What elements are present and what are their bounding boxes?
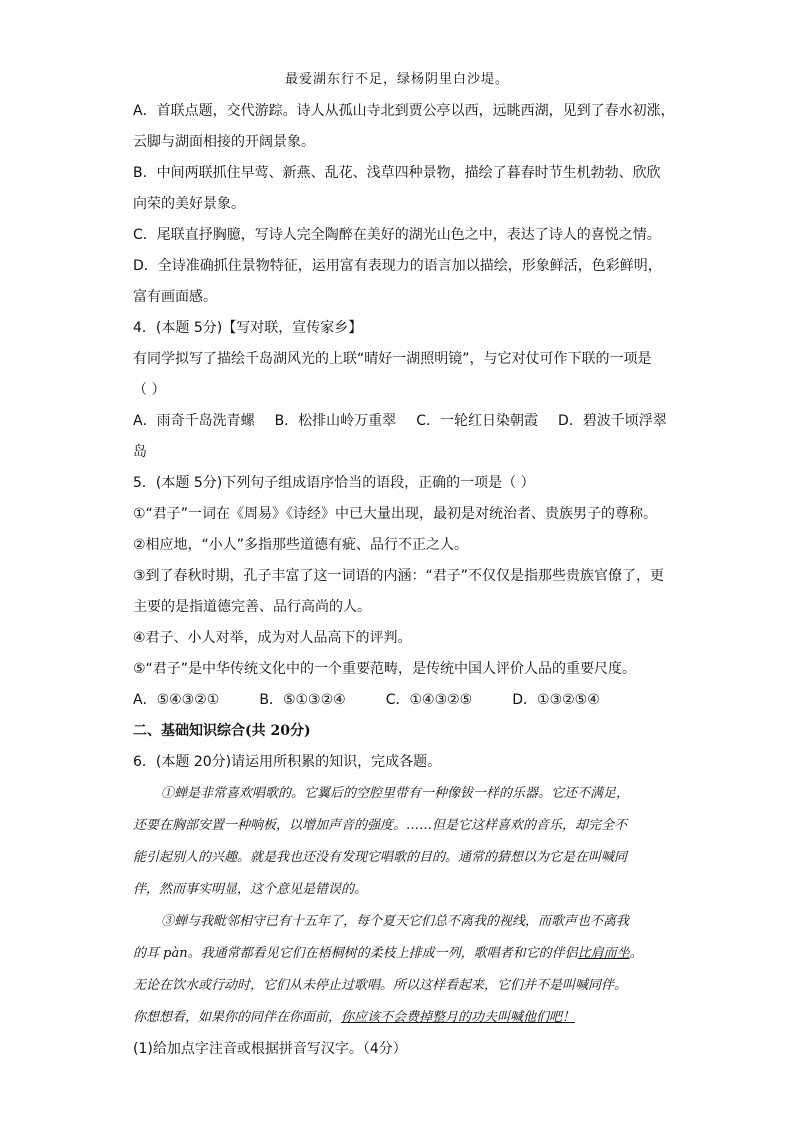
q5-option-d: D．①③②⑤④ <box>512 692 600 708</box>
q4-option-wrap: 岛 <box>133 444 147 460</box>
q4-title: 4．(本题 5分)【写对联，宣传家乡】 <box>133 320 363 336</box>
q4-stem: 有同学拟写了描绘千岛湖风光的上联“晴好一湖照明镜”，与它对仗可作下联的一项是 <box>133 351 652 367</box>
passage-line <box>133 938 673 970</box>
passage-text: 你想想看，如果你的同伴在你面前， <box>133 1010 342 1025</box>
q4-option-d: D．碧波千顷浮翠 <box>557 413 667 429</box>
q5-option-b: B．⑤①③②④ <box>259 692 346 708</box>
q3-option-line: B．中间两联抓住早莺、新燕、乱花、浅草四种景物，描绘了暮春时节生机勃勃、欣欣 <box>133 165 661 181</box>
passage-line: 还要在胸部安置一种响板，以增加声音的强度。……但是它这样喜欢的音乐，却完全不 <box>133 818 628 833</box>
passage-line: 能引起别人的兴趣。就是我也还没有发现它唱歌的目的。通常的猜想以为它是在叫喊同 <box>133 850 628 865</box>
q3-option-line: D．全诗准确抓住景物特征，运用富有表现力的语言加以描绘，形象鲜活，色彩鲜明， <box>133 258 662 274</box>
q3-option-line: 向荣的美好景象。 <box>133 196 245 212</box>
q5-options <box>133 685 673 716</box>
q4-option-a: A．雨奇千岛洗青螺 <box>133 413 255 429</box>
q3-option-line: 富有画面感。 <box>133 289 217 305</box>
question-6 <box>133 747 673 1065</box>
q3-option-line: C．尾联直抒胸臆，写诗人完全陶醉在美好的湖光山色之中，表达了诗人的喜悦之情。 <box>133 227 661 243</box>
underlined-sentence: 你应该不会费掉整月的功夫叫喊他们吧！ <box>341 1010 576 1025</box>
document-body <box>133 96 673 1065</box>
q4-option-b: B．松排山岭万重翠 <box>274 413 397 429</box>
page-header-poem-line: 最爱湖东行不足，绿杨阴里白沙堤。 <box>284 72 509 87</box>
q4-options <box>133 406 673 437</box>
passage-text: 的耳 pàn。我通常都看见它们在梧桐树的柔枝上排成一列，歌唱者和它的伴侣 <box>133 946 578 961</box>
underlined-phrase: 比肩而坐 <box>577 946 630 961</box>
q4-option-c: C．一轮红日染朝霞 <box>416 413 538 429</box>
q5-sentence: ④君子、小人对举，成为对人品高下的评判。 <box>133 630 412 646</box>
q5-sentence: ①“君子”一词在《周易》《诗经》中已大量出现，最初是对统治者、贵族男子的尊称。 <box>133 506 658 522</box>
passage-line: 伴，然而事实明显，这个意见是错误的。 <box>133 882 368 897</box>
q6-title: 6．(本题 20分)请运用所积累的知识，完成各题。 <box>133 754 442 770</box>
q4-answer-blank: （ ） <box>133 382 166 398</box>
section-heading: 二、基础知识综合(共 20分) <box>133 723 311 739</box>
q3-option-line: 云脚与湖面相接的开阔景象。 <box>133 134 315 150</box>
passage-line: ①蝉是非常喜欢唱歌的。它翼后的空腔里带有一种像钹一样的乐器。它还不满足， <box>161 786 630 801</box>
q5-option-c: C．①④③②⑤ <box>385 692 473 708</box>
q3-option-line: A．首联点题，交代游踪。诗人从孤山寺北到贾公亭以西，远眺西湖，见到了春水初涨， <box>133 103 675 119</box>
q5-sentence: ③到了春秋时期，孔子丰富了这一词语的内涵：“君子”不仅仅是指那些贵族官僚了，更 <box>133 568 665 584</box>
q6-subquestion-1: (1)给加点字注音或根据拼音写汉字。（4分） <box>133 1041 407 1057</box>
q5-option-a: A．⑤④③②① <box>133 692 220 708</box>
q5-title: 5．(本题 5分)下列句子组成语序恰当的语段，正确的一项是（ ） <box>133 475 535 491</box>
passage-line: ③蝉与我毗邻相守已有十五年了，每个夏天它们总不离我的视线，而歌声也不离我 <box>161 914 630 929</box>
q5-sentence: ⑤“君子”是中华传统文化中的一个重要范畴，是传统中国人评价人品的重要尺度。 <box>133 661 637 677</box>
question-5 <box>133 468 673 716</box>
q3-options <box>133 96 673 313</box>
question-4 <box>133 313 673 468</box>
passage-line: 无论在饮水或行动时，它们从未停止过歌唱。所以这样看起来，它们并不是叫喊同伴。 <box>133 978 628 993</box>
q5-sentence: 主要的是指道德完善、品行高尚的人。 <box>133 599 371 615</box>
q5-sentence: ②相应地，“小人”多指那些道德有疵、品行不正之人。 <box>133 537 469 553</box>
passage-line <box>133 1002 673 1034</box>
passage-text: 。 <box>629 946 643 961</box>
